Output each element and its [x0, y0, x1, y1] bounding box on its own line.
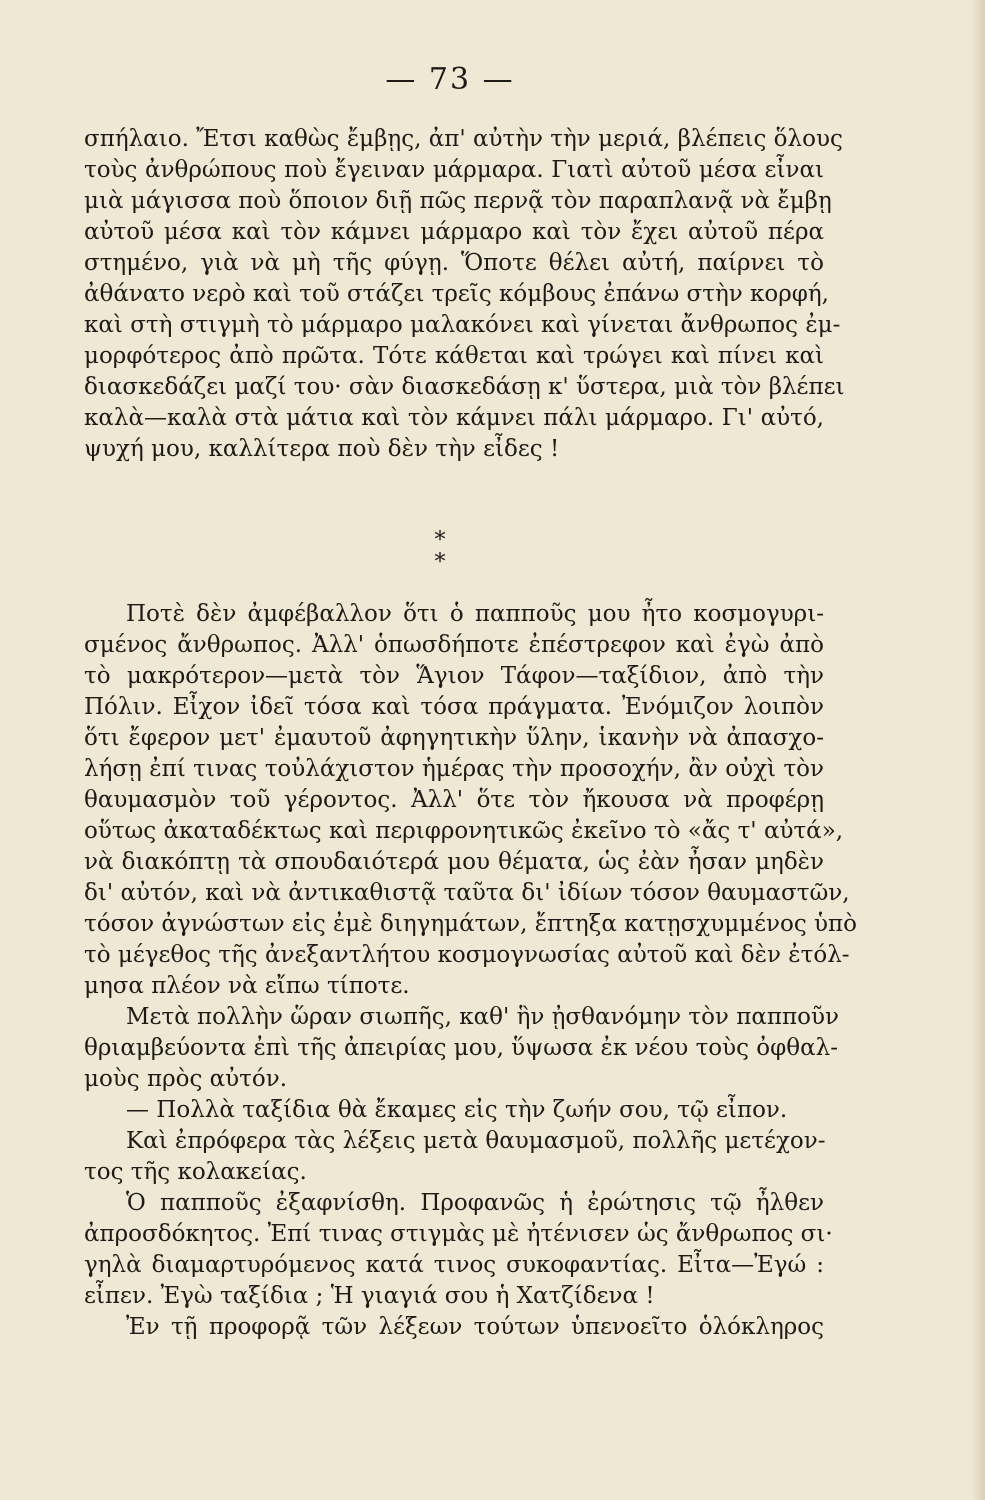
text-line: αὐτοῦ μέσα καὶ τὸν κάμνει μάρμαρο καὶ τὸν ἔχει αὐτοῦ πέρα [84, 219, 824, 245]
text-line: στημένο, γιὰ νὰ μὴ τῆς φύγῃ. Ὅποτε θέλει αὐτή, παίρνει τὸ [84, 250, 824, 276]
text-line: τόσον ἀγνώστων εἰς ἐμὲ διηγημάτων, ἔπτηξα κατῃσχυμμένος ὑπὸ [84, 911, 857, 937]
paragraph-grandfather-traveler [84, 599, 857, 1002]
text-line: ψυχή μου, καλλίτερα ποὺ δὲν τὴν εἶδες ! [84, 436, 560, 462]
text-line: ἀπροσδόκητος. Ἐπί τινας στιγμὰς μὲ ἠτένισεν ὡς ἄνθρωπος σι· [84, 1221, 833, 1247]
text-line: Καὶ ἐπρόφερα τὰς λέξεις μετὰ θαυμασμοῦ, πολλῆς μετέχον- [126, 1128, 826, 1154]
text-line: καλὰ—καλὰ στὰ μάτια καὶ τὸν κάμνει πάλι μάρμαρο. Γι' αὐτό, [84, 405, 824, 431]
text-line: τὸ μέγεθος τῆς ἀνεξαντλήτου κοσμογνωσίας αὐτοῦ καὶ δὲν ἐτόλ- [84, 942, 850, 968]
text-line: λήσῃ ἐπί τινας τοὐλάχιστον ἡμέρας τὴν προσοχήν, ἂν οὐχὶ τὸν [84, 756, 824, 782]
text-line: Ποτὲ δὲν ἀμφέβαλλον ὅτι ὁ παπποῦς μου ἦτο κοσμογυρι- [126, 601, 824, 627]
main-text-section [84, 599, 857, 1343]
text-line: θαυμασμὸν τοῦ γέροντος. Ἀλλ' ὅτε τὸν ἤκουσα νὰ προφέρῃ [84, 787, 824, 813]
text-line: γηλὰ διαμαρτυρόμενος κατά τινος συκοφαντίας. Εἶτα—Ἐγώ : [84, 1252, 824, 1278]
text-line: οὕτως ἀκαταδέκτως καὶ περιφρονητικῶς ἐκεῖνο τὸ «ἄς τ' αὐτά», [84, 818, 844, 844]
text-line: ὅτι ἔφερον μετ' ἐμαυτοῦ ἀφηγητικὴν ὕλην, ἱκανὴν νὰ ἀπασχο- [84, 725, 824, 751]
text-line: καὶ στὴ στιγμὴ τὸ μάρμαρο μαλακόνει καὶ γίνεται ἄνθρωπος ἐμ- [84, 312, 841, 338]
paragraph-continuation [84, 1312, 824, 1343]
asterism-glyph: * * [434, 528, 446, 575]
text-line: ἀθάνατο νερὸ καὶ τοῦ στάζει τρεῖς κόμβους ἐπάνω στὴν κορφή, [84, 281, 829, 307]
text-line: μορφότερος ἀπὸ πρῶτα. Τότε κάθεται καὶ τρώγει καὶ πίνει καὶ [84, 343, 824, 369]
text-line: Πόλιν. Εἶχον ἰδεῖ τόσα καὶ τόσα πράγματα. Ἐνόμιζον λοιπὸν [84, 694, 824, 720]
text-line: διασκεδάζει μαζί του· σὰν διασκεδάσῃ κ' ὕστερα, μιὰ τὸν βλέπει [84, 374, 845, 400]
text-line: νὰ διακόπτῃ τὰ σπουδαιότερά μου θέματα, ὡς ἐὰν ἦσαν μηδὲν [84, 849, 824, 875]
text-line: σμένος ἄνθρωπος. Ἀλλ' ὁπωσδήποτε ἐπέστρεφον καὶ ἐγὼ ἀπὸ [84, 632, 824, 658]
dialogue-line [84, 1095, 824, 1126]
text-line: τος τῆς κολακείας. [84, 1159, 307, 1185]
text-line: — Πολλὰ ταξίδια θὰ ἔκαμες εἰς τὴν ζωήν σου, τῷ εἶπον. [126, 1097, 788, 1123]
text-line: θριαμβεύοντα ἐπὶ τῆς ἀπειρίας μου, ὕψωσα ἐκ νέου τοὺς ὀφθαλ- [84, 1035, 838, 1061]
paragraph-cave-story [84, 124, 845, 465]
text-line: δι' αὐτόν, καὶ νὰ ἀντικαθιστᾷ ταῦτα δι' ἰδίων τόσον θαυμαστῶν, [84, 880, 850, 906]
section-break-asterism [420, 530, 460, 574]
page-number: — 73 — [385, 62, 515, 97]
page-edge-shadow [971, 0, 985, 1500]
text-line: Μετὰ πολλὴν ὥραν σιωπῆς, καθ' ἣν ᾐσθανόμην τὸν παπποῦν [126, 1004, 839, 1030]
paragraph-flattery [84, 1126, 824, 1188]
text-line: Ὁ παπποῦς ἐξαφνίσθη. Προφανῶς ἡ ἐρώτησις τῷ ἦλθεν [126, 1190, 824, 1216]
paragraph-grandfather-surprised [84, 1188, 833, 1312]
text-line: μοὺς πρὸς αὐτόν. [84, 1066, 288, 1092]
text-line: εἶπεν. Ἐγὼ ταξίδια ; Ἡ γιαγιά σου ἡ Χατζίδενα ! [84, 1283, 655, 1309]
text-line: σπήλαιο. Ἔτσι καθὼς ἔμβῃς, ἀπ' αὐτὴν τὴν μεριά, βλέπεις ὅλους [84, 126, 843, 152]
text-line: μησα πλέον νὰ εἴπω τίποτε. [84, 973, 410, 999]
text-line: τὸ μακρότερον—μετὰ τὸν Ἅγιον Τάφον—ταξίδιον, ἀπὸ τὴν [84, 663, 824, 689]
text-line: μιὰ μάγισσα ποὺ ὅποιον διῇ πῶς περνᾷ τὸν παραπλανᾷ νὰ ἔμβῃ [84, 188, 832, 214]
text-line: Ἐν τῇ προφορᾷ τῶν λέξεων τούτων ὑπενοεῖτο ὁλόκληρος [126, 1314, 824, 1340]
text-line: τοὺς ἀνθρώπους ποὺ ἔγειναν μάρμαρα. Γιατὶ αὐτοῦ μέσα εἶναι [84, 157, 824, 183]
paragraph-silence [84, 1002, 839, 1095]
